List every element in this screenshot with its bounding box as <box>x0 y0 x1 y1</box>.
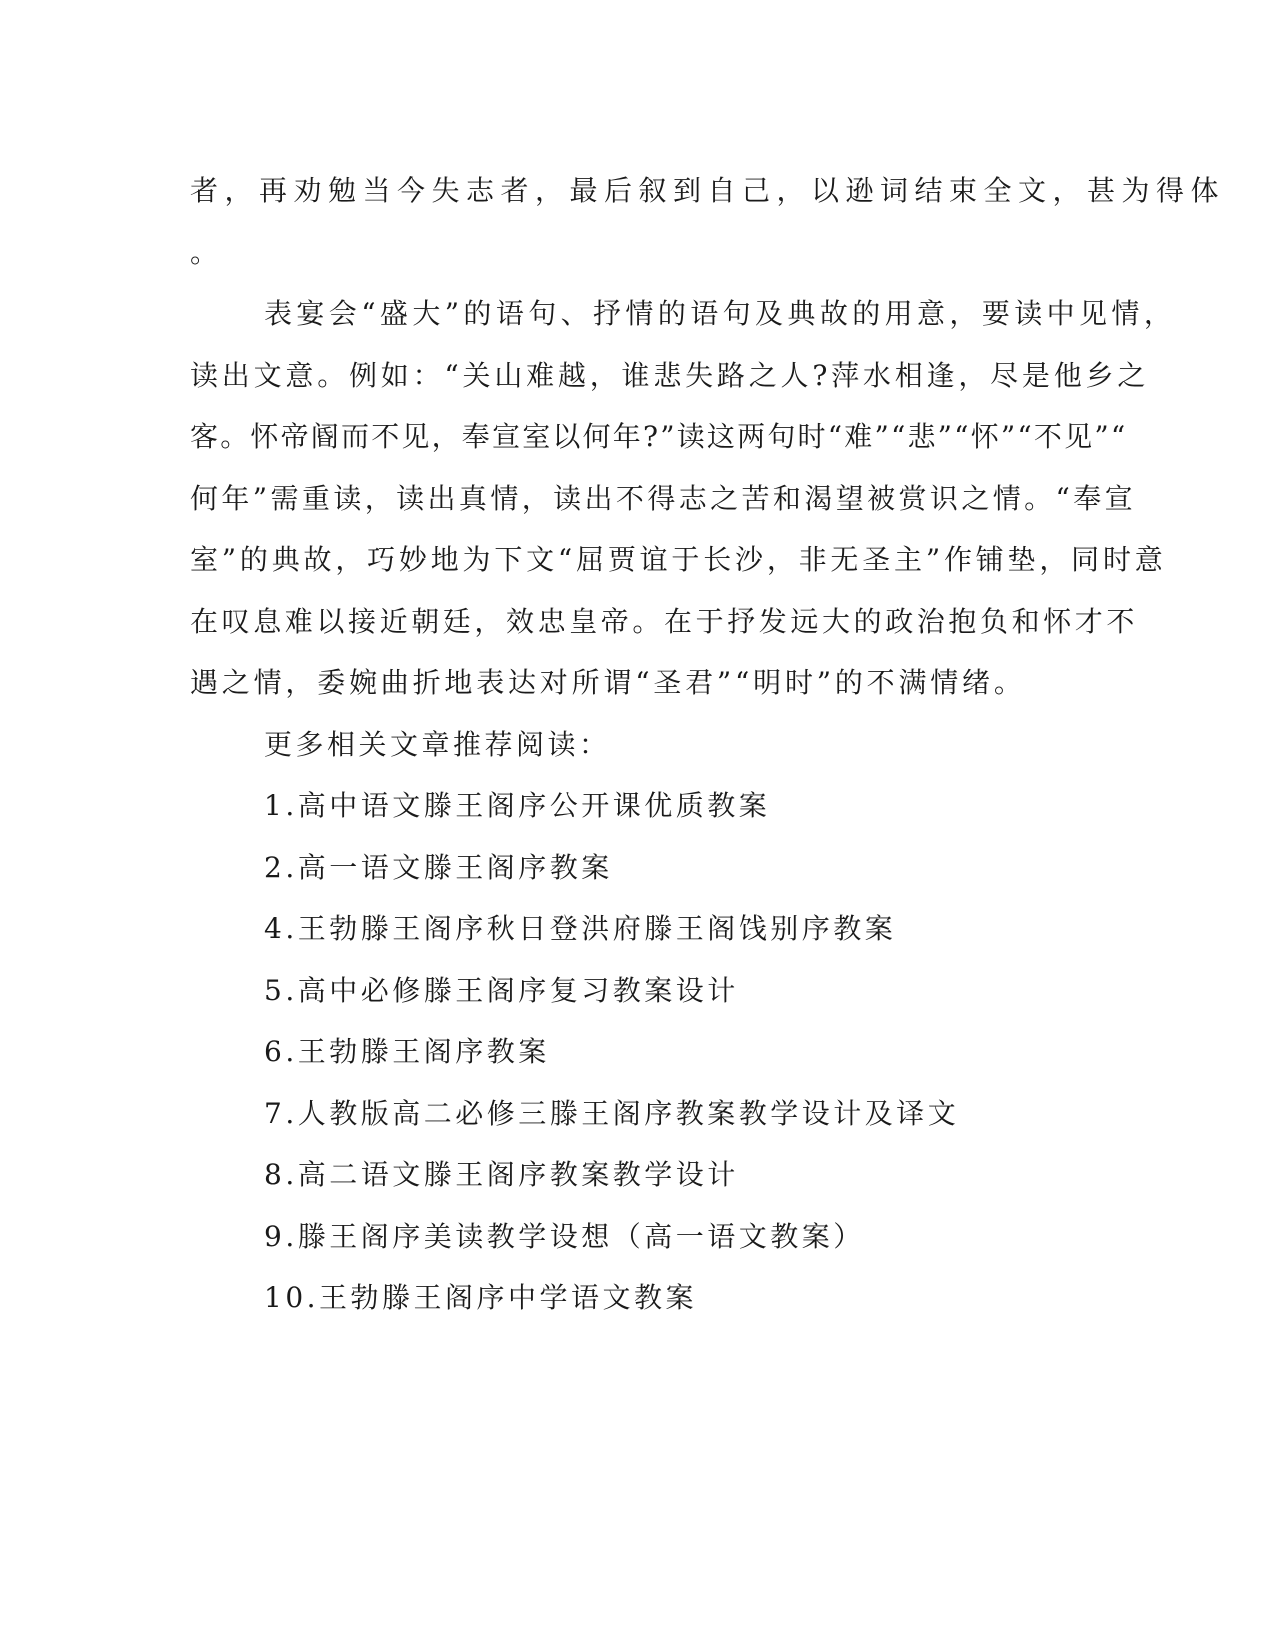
recommendation-link[interactable]: 2.高一语文滕王阁序教案 <box>264 850 613 884</box>
recommendation-link[interactable]: 9.滕王阁序美读教学设想（高一语文教案） <box>264 1219 865 1253</box>
recommendation-link[interactable]: 4.王勃滕王阁序秋日登洪府滕王阁饯别序教案 <box>264 912 897 945</box>
text-line: 室”的典故，巧妙地为下文“屈贾谊于长沙，非无圣主”作铺垫，同时意 <box>190 543 1167 576</box>
recommendation-link[interactable]: 7.人教版高二必修三滕王阁序教案教学设计及译文 <box>264 1096 960 1130</box>
text-line: 读出文意。例如：“关山难越，谁悲失路之人?萍水相逢，尽是他乡之 <box>190 358 1150 392</box>
paragraph-reading-guidance <box>190 283 1177 714</box>
text-line: 。 <box>190 235 219 269</box>
recommendation-link[interactable]: 10.王勃滕王阁序中学语文教案 <box>264 1281 698 1314</box>
text-line: 客。怀帝阍而不见，奉宣室以何年?”读这两句时“难”“悲”“怀”“不见”“ <box>190 420 1128 453</box>
recommendation-link[interactable]: 1.高中语文滕王阁序公开课优质教案 <box>264 789 771 822</box>
recommendations-list <box>190 775 1080 1329</box>
recommendation-link[interactable]: 6.王勃滕王阁序教案 <box>264 1035 550 1068</box>
text-line: 在叹息难以接近朝廷，效忠皇帝。在于抒发远大的政治抱负和怀才不 <box>190 604 1139 638</box>
recommendation-link[interactable]: 8.高二语文滕王阁序教案教学设计 <box>264 1158 739 1191</box>
text-line: 何年”需重读，读出真情，读出不得志之苦和渴望被赏识之情。“奉宣 <box>190 481 1137 515</box>
recommendation-link[interactable]: 5.高中必修滕王阁序复习教案设计 <box>264 973 739 1007</box>
text-line: 表宴会“盛大”的语句、抒情的语句及典故的用意，要读中见情， <box>264 297 1177 330</box>
recommendations-heading: 更多相关文章推荐阅读： <box>264 727 611 761</box>
text-line: 者，再劝勉当今失志者，最后叙到自己，以逊词结束全文，甚为得体 <box>190 174 1226 207</box>
text-line: 遇之情，委婉曲折地表达对所谓“圣君”“明时”的不满情绪。 <box>190 666 1026 699</box>
paragraph-continuation <box>190 160 1226 283</box>
document-body <box>190 160 1226 1329</box>
